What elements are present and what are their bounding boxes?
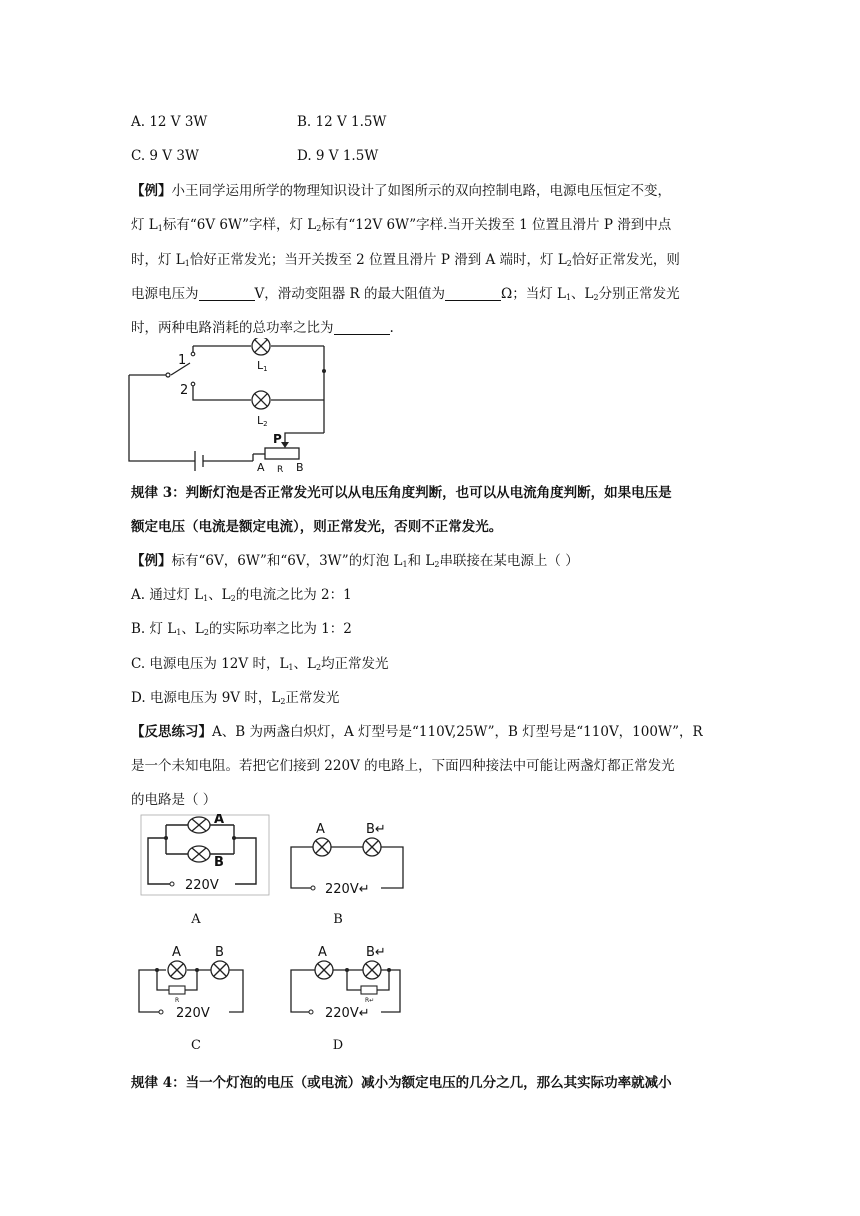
blank-voltage[interactable] — [199, 286, 255, 301]
circuit-c-diagram — [133, 945, 251, 1023]
caption-d: D — [332, 1038, 344, 1053]
circuit-c-resistor-icon — [169, 986, 185, 994]
circuit-a-diagram — [140, 814, 270, 896]
circuit-a-lamp-a-icon — [188, 817, 210, 833]
label-p: P — [273, 432, 282, 446]
option-c: C. 9 V 3W — [131, 148, 199, 164]
svg-text:L2: L2 — [257, 414, 268, 428]
svg-text:220V↵: 220V↵ — [325, 1006, 370, 1021]
circuit-d-lamp-b-icon — [363, 961, 381, 979]
switch-pivot-icon — [166, 373, 170, 377]
circuit-d-diagram — [285, 945, 410, 1023]
label-b: B — [296, 461, 304, 474]
option-d: D. 9 V 1.5W — [297, 148, 379, 164]
rule4-line1: 规律 4：当一个灯泡的电压（或电流）减小为额定电压的几分之几，那么其实际功率就减小 — [131, 1075, 672, 1091]
svg-text:220V: 220V — [176, 1006, 210, 1021]
example2-option-d: D. 电源电压为 9V 时，$L_2$正常发光 — [131, 690, 340, 706]
rule3-line1: 规律 3：判断灯泡是否正常发光可以从电压角度判断，也可以从电流角度判断，如果电压是 — [131, 485, 672, 501]
svg-text:R↵: R↵ — [365, 997, 375, 1004]
svg-text:B: B — [215, 945, 224, 960]
example1-line5: 时，两种电路消耗的总功率之比为 . — [131, 320, 394, 336]
label-r: R — [277, 465, 284, 475]
example1-line1: 【例】小王同学运用所学的物理知识设计了如图所示的双向控制电路，电源电压恒定不变， — [131, 183, 671, 199]
svg-text:B: B — [214, 855, 224, 870]
example2-option-a: A. 通过灯 $L_1$、$L_2$的电流之比为 2：1 — [131, 587, 352, 603]
example2-stem: 【例】标有“6V，6W”和“6V，3W”的灯泡 $L_1$和 $L_2$串联接在某电源上（ ） — [131, 553, 579, 569]
lamp-l1-icon — [252, 338, 270, 355]
circuit-a-lamp-b-icon — [188, 846, 210, 862]
example1-line4: 电源电压为 V，滑动变阻器 R 的最大阻值为 Ω；当灯 $L_1$、$L_2$分别正常发光 — [131, 286, 680, 302]
circuit-b-lamp-a-icon — [313, 838, 331, 856]
practice-line2: 是一个未知电阻。若把它们接到 220V 的电路上，下面四种接法中可能让两盏灯都正常发光 — [131, 758, 675, 774]
example1-line2: 灯 $L_1$标有“6V 6W”字样，灯 $L_2$标有“12V 6W”字样.当开关拨至 1 位置且滑片 P 滑到中点 — [131, 217, 672, 233]
circuit-d-resistor-icon — [361, 986, 377, 994]
circuit-b-lamp-b-icon — [363, 838, 381, 856]
practice-line1: 【反思练习】A、B 为两盏白炽灯，A 灯型号是“110V,25W”，B 灯型号是“110V，100W”，R — [131, 724, 703, 740]
example2-option-c: C. 电源电压为 12V 时，$L_1$、$L_2$均正常发光 — [131, 656, 389, 672]
svg-text:220V: 220V — [185, 878, 219, 893]
option-b: B. 12 V 1.5W — [297, 114, 387, 130]
practice-line3: 的电路是（ ） — [131, 792, 217, 808]
blank-resistance[interactable] — [445, 286, 501, 301]
switch-label-1: 1 — [178, 353, 187, 368]
circuit-c-lamp-a-icon — [168, 961, 186, 979]
example1-line3: 时，灯 $L_1$恰好正常发光；当开关拨至 2 位置且滑片 P 滑到 A 端时，灯 $L_2$恰好正常发光，则 — [131, 252, 680, 268]
svg-text:R: R — [175, 997, 180, 1004]
label-l2: L — [257, 414, 264, 427]
circuit-d-lamp-a-icon — [315, 961, 333, 979]
svg-text:B↵: B↵ — [366, 945, 386, 960]
svg-text:B↵: B↵ — [366, 822, 386, 837]
switch-label-2: 2 — [180, 383, 189, 398]
rule3-line2: 额定电压（电流是额定电流），则正常发光，否则不正常发光。 — [131, 519, 503, 535]
label-a: A — [257, 461, 265, 474]
circuit-b-diagram — [285, 822, 410, 900]
caption-a: A — [191, 912, 201, 927]
svg-text:220V↵: 220V↵ — [325, 882, 370, 897]
circuit-diagram-1 — [120, 338, 340, 476]
svg-text:A: A — [318, 945, 327, 960]
label-l1: L — [257, 359, 264, 372]
svg-text:A: A — [316, 822, 325, 837]
svg-text:L1: L1 — [257, 359, 268, 373]
blank-power-ratio[interactable] — [334, 320, 390, 335]
circuit-c-lamp-b-icon — [211, 961, 229, 979]
caption-c: C — [191, 1038, 201, 1053]
example2-option-b: B. 灯 $L_1$、$L_2$的实际功率之比为 1：2 — [131, 621, 352, 637]
svg-text:A: A — [214, 814, 225, 827]
svg-text:A: A — [172, 945, 181, 960]
lamp-l2-icon — [252, 391, 270, 409]
option-a: A. 12 V 3W — [131, 114, 208, 130]
caption-b: B — [333, 912, 343, 927]
